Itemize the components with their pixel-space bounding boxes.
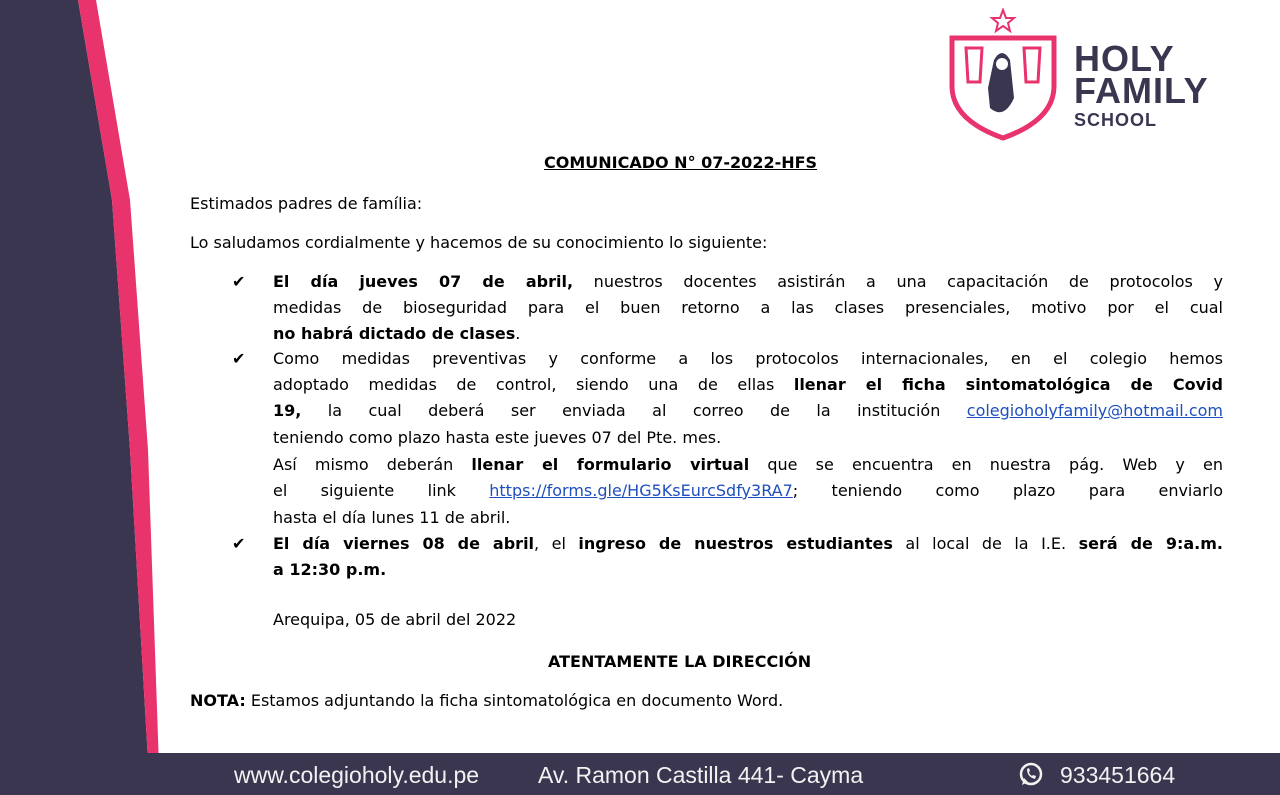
logo-text-school: SCHOOL: [1074, 110, 1158, 130]
footer-phone[interactable]: 933451664: [1060, 762, 1176, 788]
email-link[interactable]: colegioholyfamily@hotmail.com: [966, 401, 1223, 420]
bullet3-bold-date: El día viernes 08 de abril: [273, 534, 535, 553]
bullet2-line5: [273, 455, 1223, 475]
bullet2-line1: Como medidas preventivas y conforme a los protocolos internacionales, en el colegio hemos: [273, 349, 1223, 368]
bullet3-line2: [273, 560, 1223, 580]
bullet1-line2: medidas de bioseguridad para el buen retorno a las clases presenciales, motivo por el cual: [273, 298, 1223, 317]
footer-address: Av. Ramon Castilla 441- Cayma: [538, 762, 864, 788]
bullet3-bold-students: ingreso de nuestros estudiantes: [578, 534, 893, 553]
note-label: NOTA:: [190, 691, 246, 710]
bullet1-bold-date: El día jueves 07 de abril,: [273, 272, 574, 291]
greeting: Estimados padres de família:: [190, 194, 423, 213]
bullet2-text-email-intro: la cual deberá ser enviada al correo de la institución: [301, 401, 967, 420]
bullet3-bold-time-end: a 12:30 p.m.: [273, 560, 387, 579]
form-link[interactable]: https://forms.gle/HG5KsEurcSdfy3RA7: [489, 481, 793, 500]
bullet2-line7: hasta el día lunes 11 de abril.: [273, 508, 511, 527]
intro-paragraph: Lo saludamos cordialmente y hacemos de su conocimiento lo siguiente:: [190, 233, 768, 252]
bullet1-bold-no-classes: no habrá dictado de clases: [273, 324, 516, 343]
logo-text-holy: HOLY: [1074, 38, 1175, 79]
bullet3-line1: [273, 534, 1223, 554]
closing-signature: ATENTAMENTE LA DIRECCIÓN: [548, 652, 812, 671]
date-line: Arequipa, 05 de abril del 2022: [273, 610, 517, 629]
school-logo-shield: [944, 8, 1062, 142]
note-paragraph: [190, 691, 783, 710]
bullet1-line3: [273, 324, 1223, 344]
bullet1-line1: [273, 272, 1223, 292]
bullet1-text: nuestros docentes asistirán a una capacitación de protocolos y: [573, 272, 1223, 291]
bullet2-text-asimismo: Así mismo deberán: [273, 455, 472, 474]
note-text: Estamos adjuntando la ficha sintomatológica en documento Word.: [245, 691, 784, 710]
bullet2-line6: [273, 481, 1223, 501]
footer-bar: [0, 753, 1280, 795]
checkmark-icon: ✔: [232, 349, 246, 368]
footer-website[interactable]: www.colegioholy.edu.pe: [234, 762, 480, 788]
bullet2-text-web: que se encuentra en nuestra pág. Web y en: [749, 455, 1224, 474]
bullet3-bold-time: será de 9:a.m.: [1078, 534, 1224, 553]
bullet2-line3: [273, 401, 1223, 421]
whatsapp-icon: [1018, 761, 1044, 787]
bullet3-text: , el: [534, 534, 579, 553]
bullet1-period: .: [515, 324, 521, 343]
bullet2-line2: [273, 375, 1223, 395]
bullet2-text-deadline: ; teniendo como plazo para enviarlo: [792, 481, 1223, 500]
checkmark-icon: ✔: [232, 272, 246, 291]
checkmark-icon: ✔: [232, 534, 246, 553]
bullet2-bold-ficha: llenar el ficha sintomatológica de Covid: [793, 375, 1223, 394]
bullet2-bold-19: 19,: [273, 401, 302, 420]
document-title: COMUNICADO N° 07-2022-HFS: [544, 153, 818, 172]
bullet2-text-link-intro: el siguiente link: [273, 481, 490, 500]
bullet2-line4: teniendo como plazo hasta este jueves 07 del Pte. mes.: [273, 428, 722, 447]
bullet2-bold-formulario: llenar el formulario virtual: [471, 455, 750, 474]
bullet2-text: adoptado medidas de control, siendo una de ellas: [273, 375, 794, 394]
bullet3-text-local: al local de la I.E.: [892, 534, 1079, 553]
logo-text-family: FAMILY: [1074, 70, 1209, 111]
decorative-side-band: [0, 0, 160, 795]
